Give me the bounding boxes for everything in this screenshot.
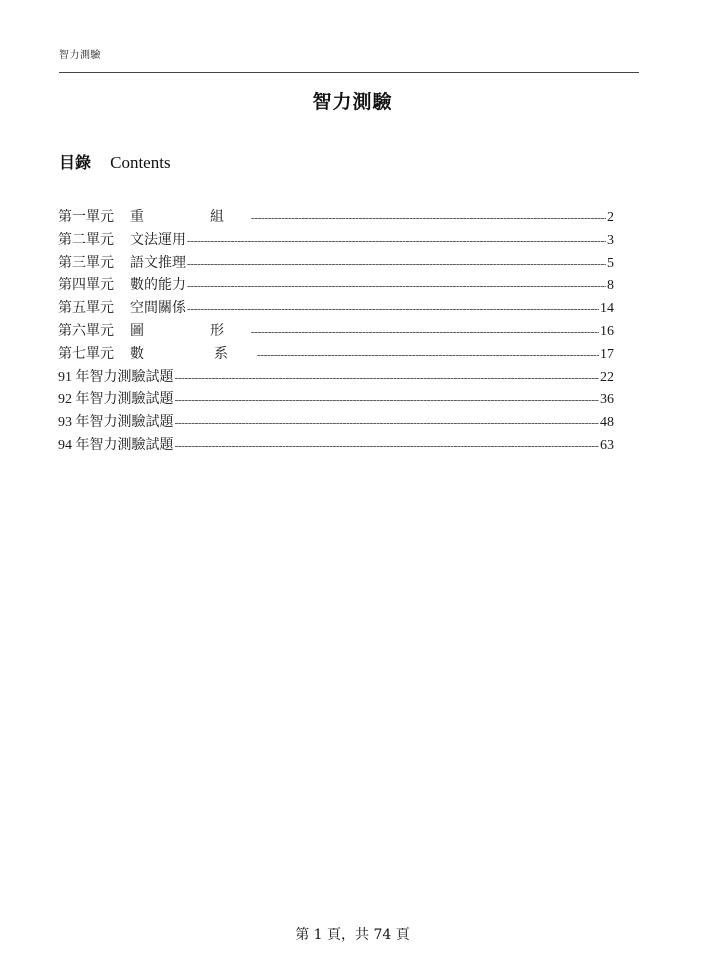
toc-entry-title: 圖 形 bbox=[130, 323, 250, 339]
toc-entry-title: 數 系 bbox=[130, 346, 256, 362]
toc-entry-title: 數的能力 bbox=[130, 278, 186, 294]
toc-entry-page: 8 bbox=[607, 278, 614, 294]
toc-leader bbox=[187, 275, 606, 298]
toc-entry-page: 16 bbox=[600, 323, 614, 339]
toc-entry[interactable] bbox=[58, 275, 614, 298]
toc-entry-page: 48 bbox=[600, 415, 614, 431]
toc-entry-title: 93 年智力測驗試題 bbox=[58, 415, 174, 431]
toc-entry-page: 5 bbox=[607, 255, 614, 271]
toc-entry[interactable] bbox=[58, 367, 614, 390]
toc-leader bbox=[257, 344, 599, 367]
toc-entry-page: 2 bbox=[607, 210, 614, 225]
toc-leader bbox=[187, 298, 599, 321]
toc-entry[interactable] bbox=[58, 321, 614, 344]
toc-heading-zh: 目錄 bbox=[59, 153, 92, 172]
toc-leader bbox=[175, 367, 600, 390]
toc-entry-title: 文法運用 bbox=[130, 232, 186, 248]
toc-entry[interactable] bbox=[58, 207, 614, 230]
document-title: 智力測驗 bbox=[312, 91, 393, 113]
toc-entry-unit: 第四單元 bbox=[58, 278, 114, 294]
toc-leader bbox=[175, 389, 600, 412]
toc-entry-unit: 第二單元 bbox=[58, 232, 114, 248]
toc-leader bbox=[251, 321, 599, 344]
toc-entry-unit: 第三單元 bbox=[58, 255, 114, 271]
toc-entry-unit: 第六單元 bbox=[58, 323, 114, 339]
toc-entry-title: 語文推理 bbox=[130, 255, 186, 271]
toc-entry-unit: 第五單元 bbox=[58, 301, 114, 317]
toc-entry-title: 92 年智力測驗試題 bbox=[58, 392, 174, 408]
toc-leader bbox=[251, 207, 606, 230]
toc-entry[interactable] bbox=[58, 435, 614, 458]
toc-list bbox=[58, 207, 614, 458]
page-footer: 第 1 頁，共 74 頁 bbox=[295, 927, 410, 943]
toc-leader bbox=[187, 230, 606, 253]
toc-entry-unit: 第一單元 bbox=[58, 210, 114, 225]
toc-entry-title: 空間關係 bbox=[130, 301, 186, 317]
toc-entry-page: 36 bbox=[600, 392, 614, 408]
toc-entry[interactable] bbox=[58, 389, 614, 412]
toc-leader bbox=[187, 253, 606, 276]
toc-entry-page: 17 bbox=[600, 346, 614, 362]
toc-entry-title: 91 年智力測驗試題 bbox=[58, 369, 174, 385]
toc-entry-page: 14 bbox=[600, 301, 614, 317]
toc-entry[interactable] bbox=[58, 298, 614, 321]
toc-leader bbox=[175, 412, 600, 435]
toc-heading bbox=[59, 150, 171, 173]
toc-entry[interactable] bbox=[58, 344, 614, 367]
toc-entry[interactable] bbox=[58, 253, 614, 276]
toc-entry-page: 3 bbox=[607, 232, 614, 248]
toc-entry-page: 63 bbox=[600, 437, 614, 453]
toc-entry-page: 22 bbox=[600, 369, 614, 385]
toc-entry-title: 94 年智力測驗試題 bbox=[58, 437, 174, 453]
toc-leader bbox=[175, 435, 600, 458]
toc-entry[interactable] bbox=[58, 230, 614, 253]
running-header: 智力測驗 bbox=[59, 50, 101, 61]
toc-entry[interactable] bbox=[58, 412, 614, 435]
toc-heading-en: Contents bbox=[110, 153, 171, 172]
toc-entry-title: 重 組 bbox=[130, 210, 250, 225]
toc-entry-unit: 第七單元 bbox=[58, 346, 114, 362]
header-rule bbox=[59, 72, 639, 73]
